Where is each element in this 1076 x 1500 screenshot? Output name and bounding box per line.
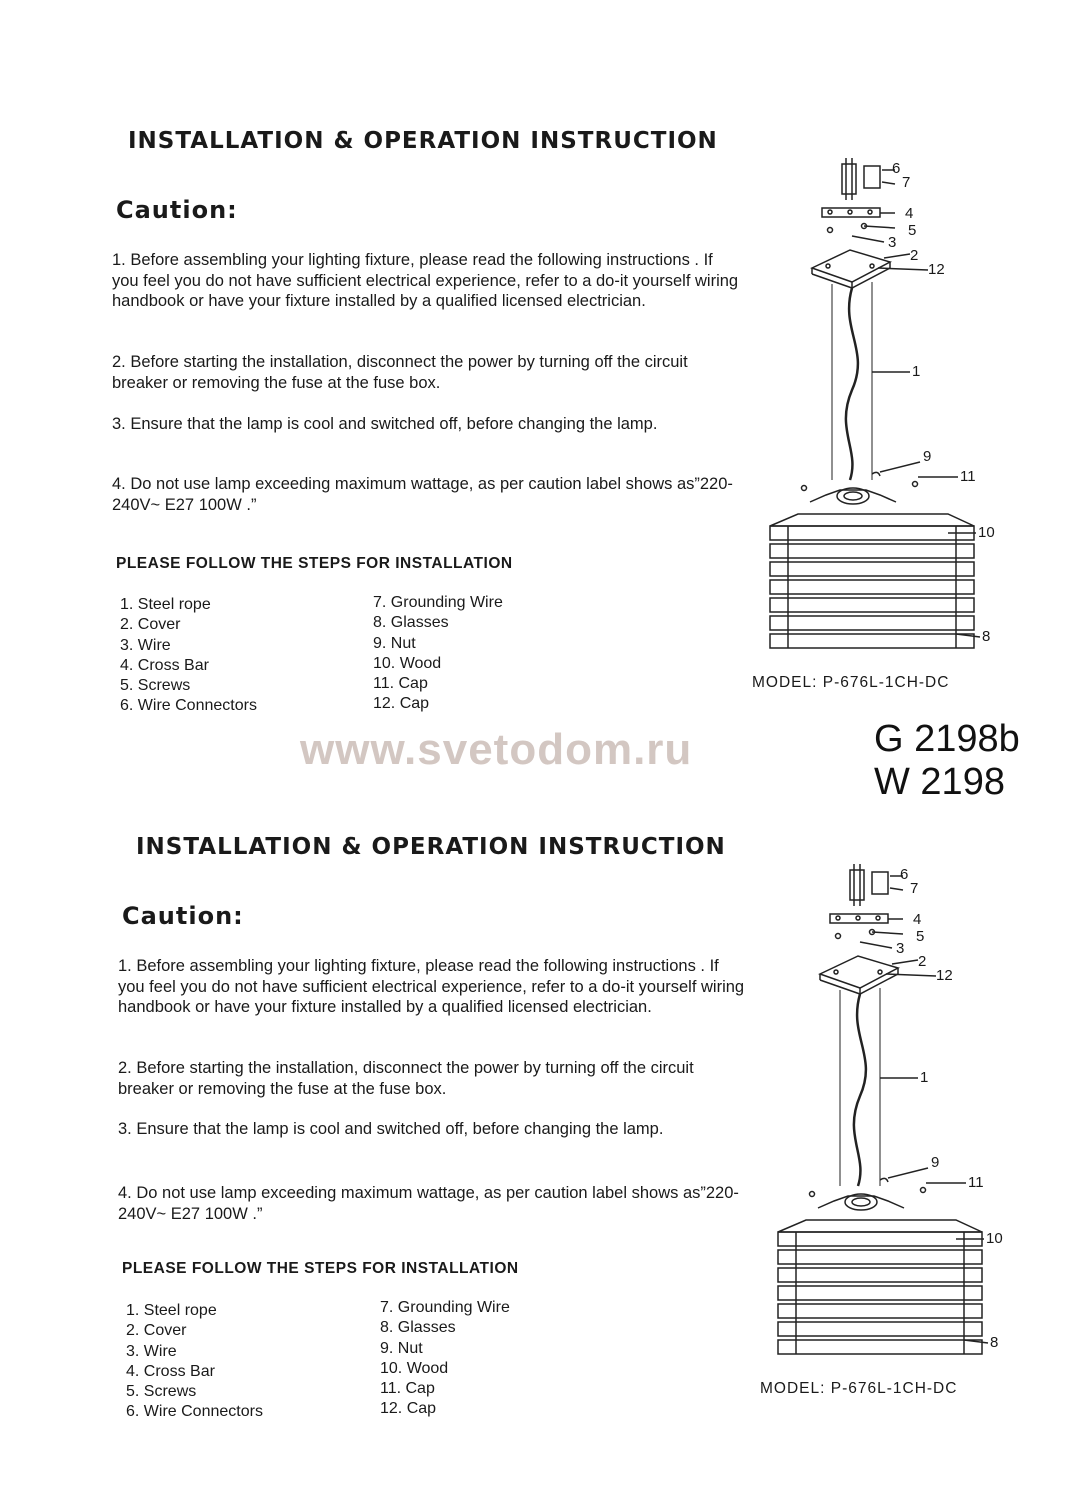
callout-label: 10 <box>978 524 995 541</box>
product-code: G 2198b <box>874 718 1020 760</box>
callout-label: 2 <box>918 953 927 970</box>
caution-paragraph-4: 4. Do not use lamp exceeding maximum wattage, as per caution label shows as”220-240V~ E27 100W .” <box>112 475 733 514</box>
callout-label: 9 <box>923 448 932 465</box>
part-item: 12. Cap <box>373 695 430 713</box>
instruction-sheet-top <box>0 0 1076 715</box>
product-code: W 2198 <box>874 761 1005 803</box>
part-item: 10. Wood <box>380 1359 449 1377</box>
part-item: 5. Screws <box>120 677 191 695</box>
callout-label: 11 <box>968 1174 984 1191</box>
part-item: 7. Grounding Wire <box>380 1299 510 1316</box>
part-item: 12. Cap <box>380 1400 437 1418</box>
callout-label: 6 <box>900 866 909 883</box>
callout-label: 12 <box>928 261 945 278</box>
callout-label: 4 <box>905 205 914 222</box>
caution-heading: Caution: <box>122 902 244 930</box>
part-item: 11. Cap <box>373 675 428 693</box>
part-item: 3. Wire <box>126 1342 177 1360</box>
callout-label: 1 <box>920 1069 929 1086</box>
parts-list-right <box>380 1298 510 1420</box>
callout-labels <box>768 856 1028 1376</box>
part-item: 5. Screws <box>126 1383 197 1401</box>
steps-heading: PLEASE FOLLOW THE STEPS FOR INSTALLATION <box>122 1260 519 1277</box>
caution-paragraph-3: 3. Ensure that the lamp is cool and switched off, before changing the lamp. <box>112 415 658 433</box>
caution-paragraph-2: 2. Before starting the installation, disconnect the power by turning off the circuit breaker or removing the fuse at the fuse box. <box>118 1059 694 1098</box>
part-item: 11. Cap <box>380 1380 435 1398</box>
page-title: INSTALLATION & OPERATION INSTRUCTION <box>136 834 726 860</box>
part-item: 2. Cover <box>120 616 181 634</box>
caution-heading: Caution: <box>116 196 238 224</box>
part-item: 7. Grounding Wire <box>373 594 503 611</box>
callout-label: 3 <box>896 940 905 957</box>
caution-paragraph-1: 1. Before assembling your lighting fixture, please read the following instructions . If you feel you do not have sufficient electrical experience, refer to a do-it yourself wiring handbook or have your fixture installed by a qualified licensed electrician. <box>112 251 739 310</box>
part-item: 1. Steel rope <box>120 596 211 613</box>
steps-heading: PLEASE FOLLOW THE STEPS FOR INSTALLATION <box>116 555 513 572</box>
callout-label: 8 <box>990 1334 999 1351</box>
part-item: 9. Nut <box>380 1339 423 1357</box>
caution-paragraph-3: 3. Ensure that the lamp is cool and switched off, before changing the lamp. <box>118 1120 664 1138</box>
caution-paragraph-1: 1. Before assembling your lighting fixture, please read the following instructions . If you feel you do not have sufficient electrical experience, refer to a do-it yourself wiring handbook or have your fixture installed by a qualified licensed electrician. <box>118 957 745 1016</box>
part-item: 6. Wire Connectors <box>120 697 257 715</box>
callout-labels <box>760 150 1020 670</box>
callout-label: 3 <box>888 234 897 251</box>
part-item: 6. Wire Connectors <box>126 1403 263 1421</box>
callout-label: 7 <box>902 174 911 191</box>
callout-label: 4 <box>913 911 922 928</box>
callout-label: 12 <box>936 967 953 984</box>
callout-label: 11 <box>960 468 976 485</box>
callout-label: 9 <box>931 1154 940 1171</box>
callout-label: 1 <box>912 363 921 380</box>
parts-list-left <box>120 595 257 717</box>
page-title: INSTALLATION & OPERATION INSTRUCTION <box>128 128 718 154</box>
part-item: 9. Nut <box>373 634 416 652</box>
callout-label: 5 <box>916 928 925 945</box>
caution-paragraph-4: 4. Do not use lamp exceeding maximum wattage, as per caution label shows as”220-240V~ E27 100W .” <box>118 1184 739 1223</box>
part-item: 2. Cover <box>126 1322 187 1340</box>
part-item: 8. Glasses <box>373 614 449 632</box>
website-watermark: www.svetodom.ru <box>300 725 693 774</box>
part-item: 4. Cross Bar <box>126 1362 215 1380</box>
callout-label: 2 <box>910 247 919 264</box>
callout-label: 10 <box>986 1230 1003 1247</box>
instruction-sheet-bottom <box>0 706 1076 1421</box>
callout-label: 5 <box>908 222 917 239</box>
part-item: 4. Cross Bar <box>120 656 209 674</box>
parts-list-left <box>126 1301 263 1423</box>
part-item: 8. Glasses <box>380 1319 456 1337</box>
model-number: MODEL: P-676L-1CH-DC <box>760 1380 958 1397</box>
caution-paragraph-2: 2. Before starting the installation, disconnect the power by turning off the circuit breaker or removing the fuse at the fuse box. <box>112 353 688 392</box>
callout-label: 8 <box>982 628 991 645</box>
part-item: 1. Steel rope <box>126 1302 217 1319</box>
callout-label: 7 <box>910 880 919 897</box>
parts-list-right <box>373 593 503 715</box>
callout-label: 6 <box>892 160 901 177</box>
model-number: MODEL: P-676L-1CH-DC <box>752 674 950 691</box>
part-item: 3. Wire <box>120 636 171 654</box>
part-item: 10. Wood <box>373 654 442 672</box>
